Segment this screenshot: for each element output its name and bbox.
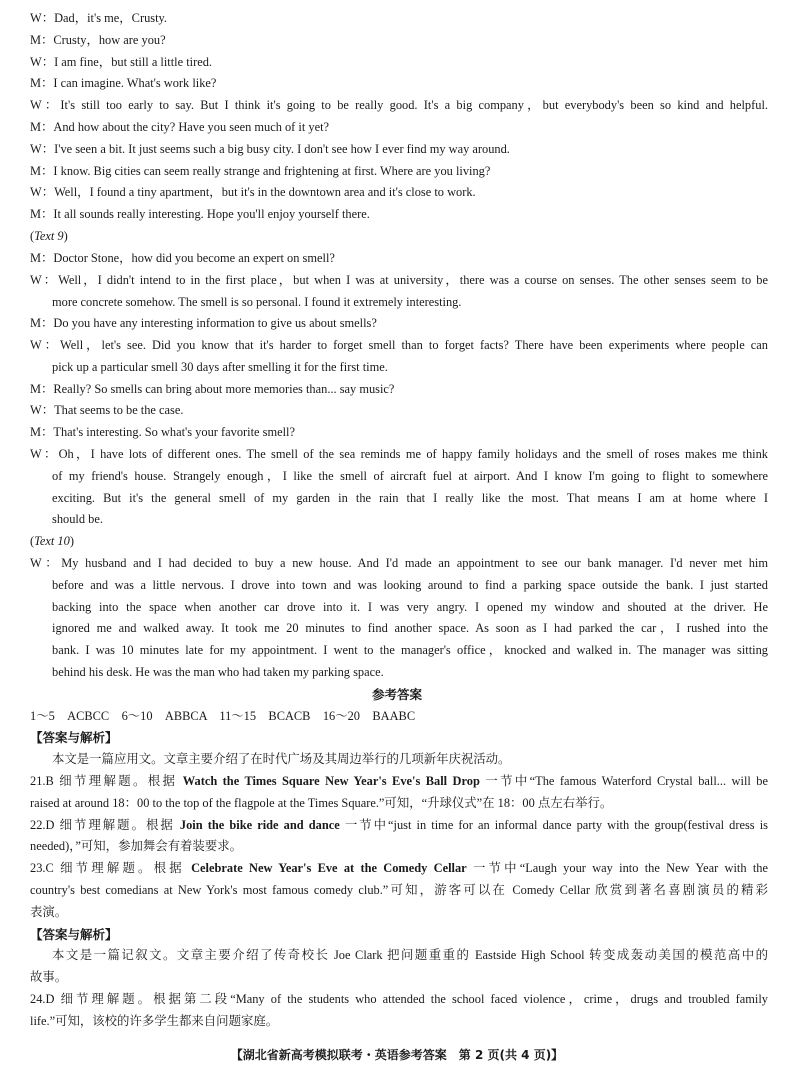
question-number: 24.D (30, 992, 55, 1006)
dialogue-line: ignored me and walked away. It took me 20 minutes to find another space. As soon as I had parked the car，I rushed into the (52, 621, 768, 635)
dialogue-line: M：Do you have any interesting information to give us about smells? (30, 316, 377, 330)
dialogue-line: W：Well，I found a tiny apartment，but it's in the downtown area and it's close to work. (30, 185, 476, 199)
dialogue-line: behind his desk. He was the man who had taken my parking space. (52, 665, 384, 679)
dialogue-line: W：I am fine，but still a little tired. (30, 55, 213, 69)
dialogue-line: M：Crusty，how are you? (30, 33, 166, 47)
question-number: 21.B (30, 774, 54, 788)
answer-23: 23.C 细节理解题。根据 Celebrate New Year's Eve at the Comedy Cellar 一节中“Laugh your way into the New Year with the (30, 861, 768, 875)
passage-summary-cont: 故事。 (30, 970, 68, 984)
dialogue-line: of my friend's house. Strangely enough，I like the smell of aircraft fuel at airport. And I know I'm going to flight to somewhere (52, 469, 768, 483)
section-label-text9: (Text 9) (30, 229, 68, 243)
dialogue-line: M：Really? So smells can bring about more memories than... say music? (30, 382, 395, 396)
dialogue-line: W：It's still too early to say. But I think it's going to be really good. It's a big company，but everybody's been so kind and helpful. (30, 98, 768, 112)
answer-23-cont: 表演。 (30, 905, 68, 919)
answers-heading: 参考答案 (371, 687, 422, 702)
section-title: Celebrate New Year's Eve at the Comedy Cellar (191, 861, 467, 875)
answer-22: 22.D 细节理解题。根据 Join the bike ride and dance 一节中“just in time for an informal dance party with the group(festival dress is (30, 818, 768, 832)
dialogue-line: M：That's interesting. So what's your favorite smell? (30, 425, 295, 439)
answer-21-cont: raised at around 18：00 to the top of the flagpole at the Times Square.”可知，“升球仪式”在 18：00 点左右举行。 (30, 796, 613, 810)
question-number: 22.D (30, 818, 55, 832)
dialogue-line: should be. (52, 512, 103, 526)
dialogue-line: M：Doctor Stone，how did you become an expert on smell? (30, 251, 335, 265)
dialogue-line: W：Well，let's see. Did you know that it's harder to forget smell than to forget facts? There have been experiments where people can (30, 338, 768, 352)
section-title: Join the bike ride and dance (179, 818, 340, 832)
page-footer: 【湖北省新高考模拟联考・英语参考答案 第 2 页(共 4 页)】 (230, 1048, 564, 1062)
dialogue-line: M：And how about the city? Have you seen much of it yet? (30, 120, 330, 134)
dialogue-line: W：That seems to be the case. (30, 403, 184, 417)
section-title: Watch the Times Square New Year's Eve's Ball Drop (182, 774, 480, 788)
answer-21: 21.B 细节理解题。根据 Watch the Times Square New Year's Eve's Ball Drop 一节中“The famous Waterford Crystal ball... will be (30, 774, 768, 788)
answer-24: 24.D 细节理解题。根据第二段“Many of the students who attended the school faced violence，crime，drugs and troubled family (30, 992, 768, 1006)
dialogue-line: W：My husband and I had decided to buy a new house. And I'd made an appointment to see our bank manager. I'd never met him (30, 556, 768, 570)
analysis-label: 【答案与解析】 (30, 927, 118, 942)
dialogue-line: M：I know. Big cities can seem really strange and frightening at first. Where are you living? (30, 164, 491, 178)
dialogue-line: W：Dad，it's me，Crusty. (30, 11, 168, 25)
dialogue-line: W：Oh，I have lots of different ones. The smell of the sea reminds me of happy family holidays and the smell of roses makes me think (30, 447, 768, 461)
dialogue-line: before and was a little nervous. I drove into town and was looking around to find a parking space outside the bank. I just started (52, 578, 768, 592)
dialogue-line: M：It all sounds really interesting. Hope you'll enjoy yourself there. (30, 207, 370, 221)
dialogue-line: pick up a particular smell 30 days after smelling it for the first time. (52, 360, 388, 374)
passage-summary: 本文是一篇记叙文。文章主要介绍了传奇校长 Joe Clark 把问题重重的 Eastside High School 转变成轰动美国的模范高中的 (52, 948, 768, 962)
answer-24-cont: life.”可知，该校的许多学生都来自问题家庭。 (30, 1014, 279, 1028)
dialogue-line: bank. I was 10 minutes late for my appointment. I went to the manager's office，knocked and walked in. The manager was sitting (52, 643, 768, 657)
dialogue-line: backing into the space when another car drove into it. I was very angry. I opened my window and shouted at the driver. He (52, 600, 768, 614)
dialogue-line: M：I can imagine. What's work like? (30, 76, 217, 90)
question-number: 23.C (30, 861, 54, 875)
dialogue-line: exciting. But it's the general smell of my garden in the rain that I really like the most. That means I am at home where I (52, 491, 768, 505)
analysis-label: 【答案与解析】 (30, 730, 118, 745)
dialogue-line: W：I've seen a bit. It just seems such a big busy city. I don't see how I ever find my way around. (30, 142, 510, 156)
answers-line: 1～5 ACBCC 6～10 ABBCA 11～15 BCACB 16～20 BAABC (30, 709, 416, 723)
answer-22-cont: needed)，”可知，参加舞会有着装要求。 (30, 839, 242, 853)
dialogue-line: more concrete somehow. The smell is so personal. I found it extremely interesting. (52, 295, 462, 309)
dialogue-line: W：Well，I didn't intend to in the first place，but when I was at university，there was a course on senses. The other senses seem to be (30, 273, 768, 287)
section-label-text10: (Text 10) (30, 534, 74, 548)
answer-23-cont: country's best comedians at New York's most famous comedy club.”可知，游客可以在 Comedy Cellar 欣赏到著名喜剧演员的精彩 (30, 883, 768, 897)
passage-summary: 本文是一篇应用文。文章主要介绍了在时代广场及其周边举行的几项新年庆祝活动。 (52, 752, 511, 766)
